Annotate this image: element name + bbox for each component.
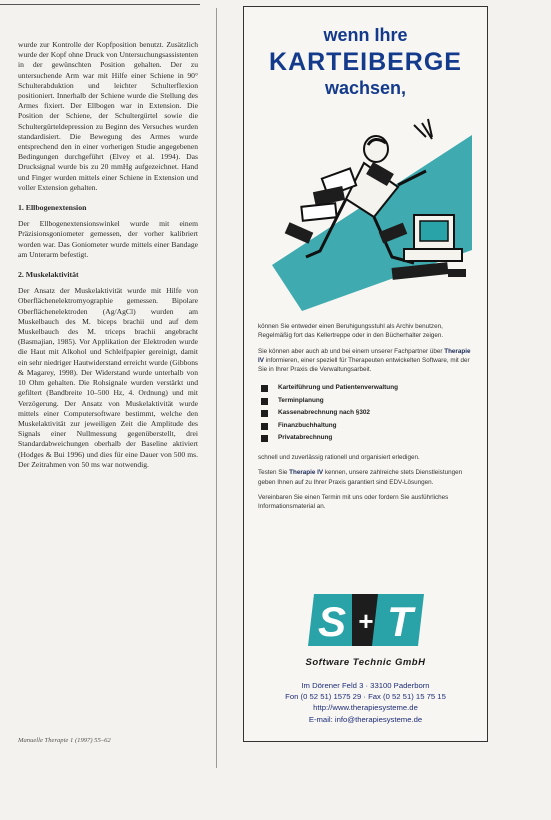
- article-paragraph: Der Ellbogenextensionswinkel wurde mit einem Präzisionsgoniometer gemessen, der vorher kalibriert worden war. Das Goniometer wurde mittels einer Bandage am Unterarm befestigt.: [18, 219, 198, 259]
- phone-fax-line: Fon (0 52 51) 1575 29 · Fax (0 52 51) 15 75 15: [285, 692, 446, 702]
- feature-label: Karteiführung und Patientenverwaltung: [278, 384, 399, 392]
- logo-letter-s: S: [317, 598, 347, 645]
- headline-line-3: wachsen,: [324, 78, 407, 98]
- bullet-square-icon: [261, 398, 268, 405]
- headline-line-2: KARTEIBERGE: [269, 48, 462, 76]
- ad-headline: [244, 25, 487, 99]
- feature-item: [258, 395, 473, 408]
- advertisement: [243, 6, 488, 742]
- ad-paragraph-5: Vereinbaren Sie einen Termin mit uns oder fordern Sie ausführliches Informationsmaterial an.: [258, 493, 449, 511]
- logo-letter-t: T: [387, 598, 413, 645]
- ad-text-fragment: Sie können aber auch ab und bei einem unserer Fachpartner über: [258, 347, 443, 355]
- logo-plus: +: [358, 606, 374, 636]
- ad-text-fragment: kennen, unsere zahlreiche stets Dienstleistungen geben Ihnen auf zu Ihrer Praxis garantiert sind EDV-Lösungen.: [258, 469, 463, 486]
- article-paragraph: Der Ansatz der Muskelaktivität wurde mit Hilfe von Oberflächenelektromyographie gemessen. Bipolare Oberflächenelektroden (Ag/AgCl) wurden am Muskelbauch des M. biceps brachii und auf dem Muskelbauch des M. triceps brachii angebracht (Basmajian, 1985). Vor Applikation der Elektroden wurde die Haut mit Alkohol und Schleifpapier gereinigt, damit ein sehr niedriger Hautwiderstand erreicht wurde (Gibbons & Magarey, 1998). Der Widerstand wurde unterhalb von 10 Ohm gehalten. Die Rohsignale wurden verstärkt und gefiltert (Bandbreite 10–500 Hz, 4. Ordnung) und mit Verzögerung. Der Ansatz von Muskelaktivität wurde mittels einer Computersoftware bestimmt, welche den Muskelaktivität zur jeweiligen Zeit die Amplitude des Signals einer Nullmessung gegenüberstellt, drei Standardabweichungen oberhalb der Baseline aktiviert (Hodges & Bui 1996) und dies für eine Dauer von 500 ms. Der Zeitrahmen von 50 ms war notwendig.: [18, 286, 198, 469]
- feature-list: [258, 382, 473, 445]
- ad-text-fragment: Testen Sie: [258, 469, 288, 477]
- bullet-square-icon: [261, 385, 268, 392]
- feature-item: [258, 420, 473, 433]
- headline-line-1: wenn Ihre: [323, 25, 408, 45]
- bullet-square-icon: [261, 423, 268, 430]
- ad-copy: [258, 322, 473, 517]
- bullet-square-icon: [261, 435, 268, 442]
- ad-intro: können Sie entweder einen Beruhigungsstuhl als Archiv benutzen, Regelmäßig fort das Kellertreppe oder in den Bücherhalter zeigen.: [258, 323, 444, 340]
- file-pile-illustration: [272, 115, 472, 311]
- feature-item: [258, 407, 473, 420]
- product-name: Therapie IV: [289, 469, 324, 477]
- journal-citation: Manuelle Therapie 1 (1997) 55–62: [18, 737, 111, 744]
- section-heading: 2. Muskelaktivität: [18, 270, 79, 280]
- ad-paragraph-4: [258, 468, 473, 487]
- feature-label: Finanzbuchhaltung: [278, 421, 337, 429]
- ad-paragraph-2: [258, 347, 473, 375]
- company-logo: [308, 592, 424, 648]
- ad-paragraph-3: schnell und zuverlässig rationell und organisiert erledigen.: [258, 453, 420, 461]
- product-name: Therapie IV: [258, 347, 471, 364]
- ad-text-fragment: informieren, einer speziell für Therapeuten entwickelten Software, mit der Sie in Ihrer Praxis die Verwaltungsarbeit.: [258, 356, 470, 374]
- feature-label: Privatabrechnung: [278, 434, 333, 442]
- article-column: [18, 40, 198, 478]
- article-paragraph: wurde zur Kontrolle der Kopfposition benutzt. Zusätzlich wurde der Kopf ohne Druck von Untersuchungsassistenten in der gewünschten Position gehalten. Der zu untersuchende Arm war mit Hilfe einer Schiene in 90° Schulterabduktion und leichter Schulterflexion positioniert. Innerhalb der Schiene wurde die Stellung des Armes fixiert. Der Ellbogen war in Extension. Die Position der Schiene, der Schultergürtel sowie die Schultergürteldepression zu Beginn des Versuches wurden standardisiert. Die Bewegung des Armes wurde entsprechend den in einer vorherigen Studie angegebenen Bedingungen durchgeführt (Elvey et al. 1994). Das Drucksignal wurde bis zu 20 mmHg aufgezeichnet. Hand und Finger wurden mittels einer Schiene in Extension und voller Extension gehalten.: [18, 40, 198, 192]
- feature-item: [258, 432, 473, 445]
- contact-block: [244, 680, 487, 725]
- column-divider: [216, 8, 217, 768]
- address-line: Im Dörener Feld 3 · 33100 Paderborn: [301, 681, 430, 690]
- feature-label: Terminplanung: [278, 396, 324, 404]
- website-link[interactable]: http://www.therapiesysteme.de: [313, 703, 418, 713]
- section-heading: 1. Ellbogenextension: [18, 203, 87, 213]
- top-rule: [0, 4, 200, 5]
- company-name: Software Technic GmbH: [305, 657, 426, 668]
- email-link[interactable]: E-mail: info@therapiesysteme.de: [308, 714, 423, 724]
- feature-item: [258, 382, 473, 395]
- feature-label: Kassenabrechnung nach §302: [278, 409, 370, 417]
- bullet-square-icon: [261, 410, 268, 417]
